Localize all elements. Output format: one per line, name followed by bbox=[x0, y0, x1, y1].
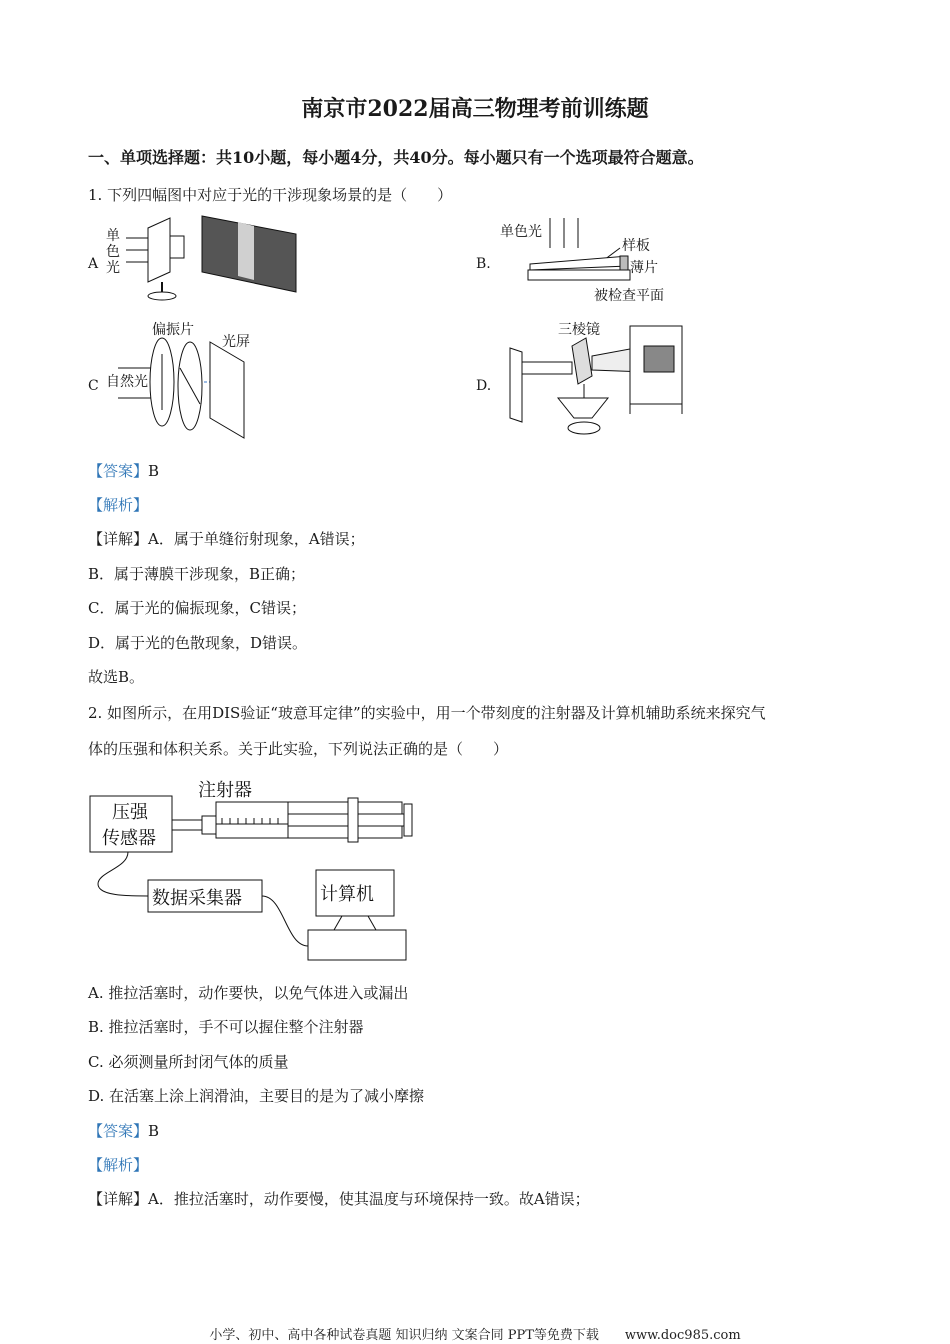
svg-text:薄片: 薄片 bbox=[630, 260, 658, 276]
q1-stem: 1. 下列四幅图中对应于光的干涉现象场景的是（ ） bbox=[88, 186, 453, 204]
q1-conclusion: 故选B。 bbox=[88, 668, 145, 686]
q2-option-d: D. 在活塞上涂上润滑油，主要目的是为了减小摩擦 bbox=[88, 1087, 425, 1105]
svg-text:样板: 样板 bbox=[622, 238, 650, 254]
inspected-plate bbox=[528, 270, 630, 280]
fig-a-text-2: 色 bbox=[106, 244, 120, 260]
q2-answer: 【答案】B bbox=[88, 1122, 160, 1140]
syringe-label: 注射器 bbox=[198, 780, 252, 801]
svg-text:光屏: 光屏 bbox=[222, 334, 250, 350]
svg-text:偏振片: 偏振片 bbox=[152, 322, 194, 338]
thin-sheet bbox=[620, 256, 628, 270]
q2-detail-a: 【详解】A．推拉活塞时，动作要慢，使其温度与环境保持一致。故A错误； bbox=[88, 1190, 590, 1208]
fig-a-text-3: 光 bbox=[106, 260, 120, 276]
svg-text:计算机: 计算机 bbox=[320, 884, 374, 905]
stand-base bbox=[148, 292, 176, 300]
q1-fig-d-label: D. bbox=[476, 378, 492, 394]
q2-figure bbox=[88, 772, 418, 964]
q1-fig-a-label: A bbox=[88, 256, 99, 272]
q1-figure-d bbox=[496, 318, 696, 442]
slit-plate bbox=[148, 218, 170, 282]
q1-detail-a: 【详解】A．属于单缝衍射现象，A错误； bbox=[88, 530, 365, 548]
svg-text:三棱镜: 三棱镜 bbox=[558, 322, 600, 338]
slit-board bbox=[510, 348, 522, 422]
svg-text:被检查平面: 被检查平面 bbox=[594, 288, 664, 304]
light-screen bbox=[210, 342, 244, 438]
prism bbox=[572, 338, 592, 384]
slit-holder bbox=[170, 236, 184, 258]
q2-stem-line1: 2. 如图所示，在用DIS验证“玻意耳定律”的实验中，用一个带刻度的注射器及计算机辅助系统来探究气 bbox=[88, 704, 766, 722]
q1-detail-c: C．属于光的偏振现象，C错误； bbox=[88, 599, 306, 617]
q1-figure-a bbox=[100, 208, 300, 308]
q1-analysis-tag: 【解析】 bbox=[88, 496, 149, 514]
svg-text:传感器: 传感器 bbox=[102, 828, 156, 849]
q1-figure-b bbox=[498, 214, 688, 306]
page-title: 南京市2022届高三物理考前训练题 bbox=[301, 96, 649, 122]
q1-detail-d: D．属于光的色散现象，D错误。 bbox=[88, 634, 308, 652]
q2-stem-line2: 体的压强和体积关系。关于此实验，下列说法正确的是（ ） bbox=[88, 740, 509, 758]
q1-detail-b: B．属于薄膜干涉现象，B正确； bbox=[88, 565, 306, 583]
q1-figure-c bbox=[100, 318, 270, 440]
svg-text:单色光: 单色光 bbox=[500, 224, 542, 240]
svg-text:自然光: 自然光 bbox=[106, 374, 148, 390]
plunger bbox=[288, 814, 404, 826]
q1-fig-c-label: C bbox=[88, 378, 99, 394]
q2-option-a: A. 推拉活塞时，动作要快，以免气体进入或漏出 bbox=[88, 984, 409, 1002]
svg-text:压强: 压强 bbox=[112, 802, 148, 823]
q1-fig-b-label: B. bbox=[476, 256, 491, 272]
sample-plate bbox=[530, 256, 628, 270]
computer-base bbox=[308, 930, 406, 960]
section-heading: 一、单项选择题：共10小题，每小题4分，共40分。每小题只有一个选项最符合题意。 bbox=[88, 148, 704, 167]
q2-option-b: B. 推拉活塞时，手不可以握住整个注射器 bbox=[88, 1018, 364, 1036]
svg-text:数据采集器: 数据采集器 bbox=[152, 888, 242, 909]
q1-answer: 【答案】B bbox=[88, 462, 160, 480]
q2-analysis-tag: 【解析】 bbox=[88, 1156, 149, 1174]
page-footer: 小学、初中、高中各种试卷真题 知识归纳 文案合同 PPT等免费下载 www.doc985.com bbox=[209, 1328, 741, 1343]
fig-a-text-1: 单 bbox=[106, 228, 120, 244]
q2-option-c: C. 必须测量所封闭气体的质量 bbox=[88, 1053, 289, 1071]
